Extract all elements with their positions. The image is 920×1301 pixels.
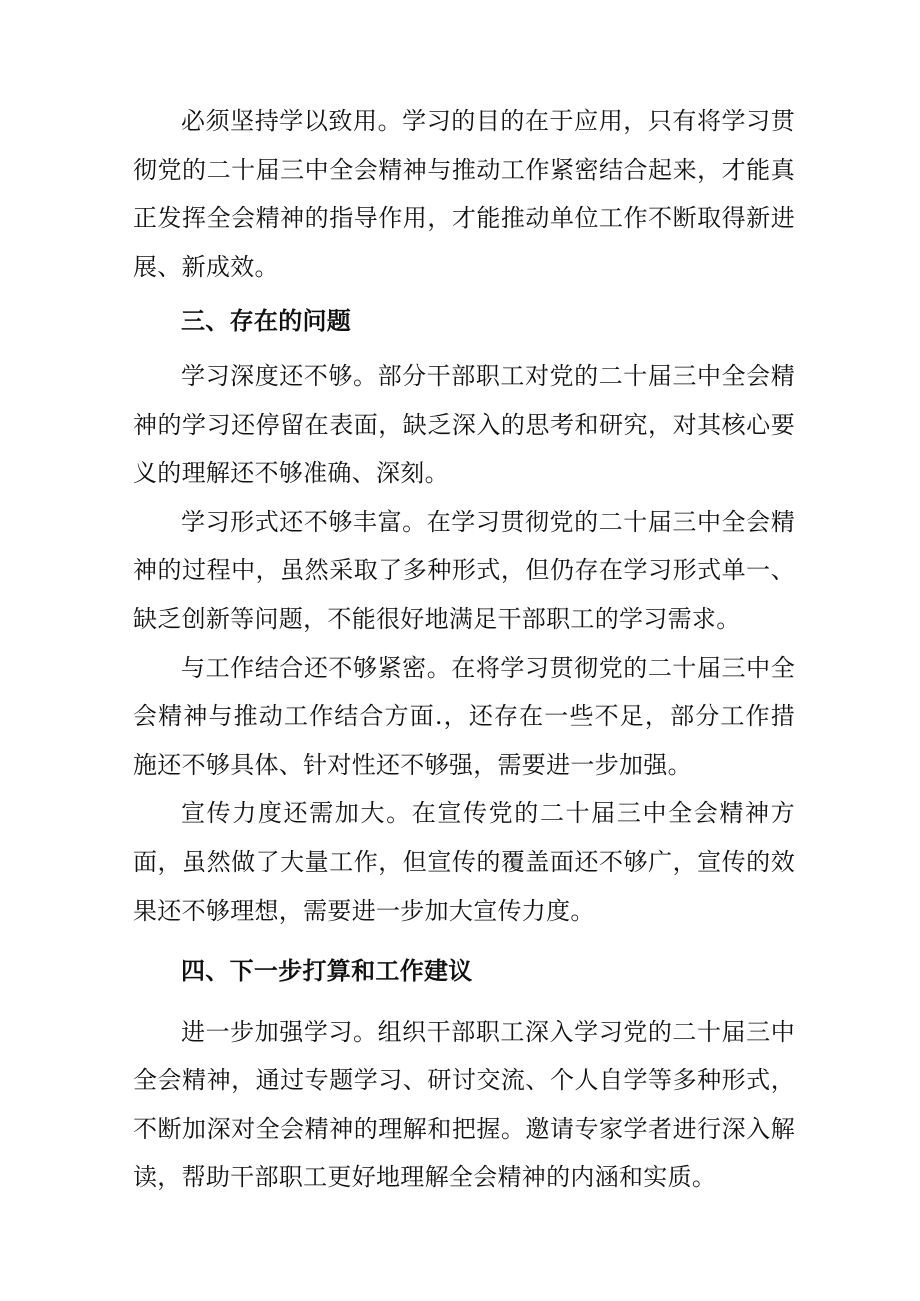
- paragraph-learning-forms: 学习形式还不够丰富。在学习贯彻党的二十届三中全会精神的过程中，虽然采取了多种形式，但仍存在学习形式单一、缺乏创新等问题，不能很好地满足干部职工的学习需求。: [133, 507, 795, 633]
- paragraph-learning-depth: 学习深度还不够。部分干部职工对党的二十届三中全会精神的学习还停留在表面，缺乏深入的思考和研究，对其核心要义的理解还不够准确、深刻。: [133, 361, 795, 488]
- paragraph-work-integration: 与工作结合还不够紧密。在将学习贯彻党的二十届三中全会精神与推动工作结合方面.，还存在一些不足，部分工作措施还不够具体、针对性还不够强，需要进一步加强。: [133, 653, 795, 779]
- paragraph-strengthen-learning: 进一步加强学习。组织干部职工深入学习党的二十届三中全会精神，通过专题学习、研讨交流、个人自学等多种形式，不断加深对全会精神的理解和把握。邀请专家学者进行深入解读，帮助干部职工更好地理解全会精神的内涵和实质。: [133, 1017, 795, 1192]
- document-page: [133, 97, 795, 1202]
- section-heading-next-steps: 四、下一步打算和工作建议: [181, 956, 473, 986]
- paragraph-apply-learning: 必须坚持学以致用。学习的目的在于应用，只有将学习贯彻党的二十届三中全会精神与推动工作紧密结合起来，才能真正发挥全会精神的指导作用，才能推动单位工作不断取得新进展、新成效。: [133, 107, 795, 281]
- section-heading-problems: 三、存在的问题: [181, 306, 352, 336]
- paragraph-publicity: 宣传力度还需加大。在宣传党的二十届三中全会精神方面，虽然做了大量工作，但宣传的覆盖面还不够广，宣传的效果还不够理想，需要进一步加大宣传力度。: [133, 799, 795, 925]
